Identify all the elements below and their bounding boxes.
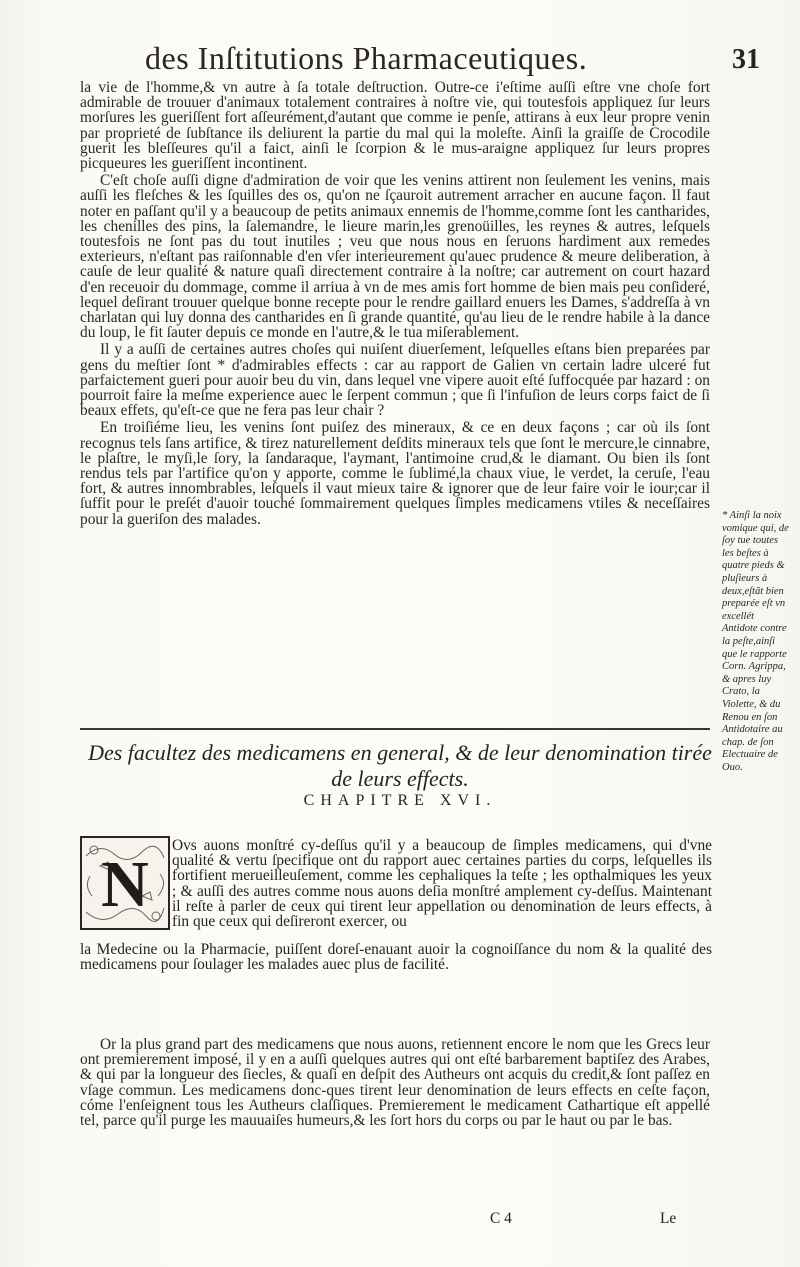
- initial-letter: N: [101, 848, 149, 921]
- catchword: Le: [660, 1210, 677, 1227]
- chapter-opening-text: Ovs auons monſtré cy-deſſus qu'il y a beaucoup de ſimples medicamens, qui d'vne qualité & vertu ſpecifique ont du rapport auec certaines parties du corps, leſquelles ils fortifient merueilleuſement, comme les cephaliques la teſte ; les opthalmiques les yeux ; & auſſi des autres comme nous auons deſia monſtré amplement cy-deſſus. Maintenant il reſte à parler de ceux qui tirent leur appellation ou denomination de leurs effects, à fin que ceux qui deſireront exercer, ou: [172, 837, 712, 931]
- section-title: Des facultez des medicamens en general, & de leur denomination tirée de leurs effects.: [88, 740, 712, 791]
- running-head: des Inſtitutions Pharmaceutiques.: [145, 40, 588, 76]
- paragraph: En troiſiéme lieu, les venins ſont puiſez des mineraux, & ce en deux façons ; car où ils ſont recognus tels ſans artifice, & tirez naturellement deſdits mineraux tels que ſont le mercure,le cinnabre, le plaſtre, le myſi,le ſory, la ſandaraque, l'aymant, l'antimoine crud,& le diamant. Ou bien ils ſont rendus tels par l'artifice qu'on y apporte, comme le ſublimé,la chaux viue, le verdet, la ceruſe, l'eau fort, & autres innombrables, leſquels il vaut mieux taire & ignorer que de leur faire voir le iour;car il ſuffit pour le preſét d'auoir touché ſommairement quelques ſimples medicamens vtiles & neceſſaires pour la gueriſon des malades.: [80, 419, 710, 528]
- decorated-initial-icon: [80, 836, 170, 930]
- section-rule: [80, 728, 710, 730]
- marginal-note: * Ainſi la noix vomique qui, de ſoy tue toutes les beſtes à quatre pieds & pluſieurs à deux,eſtãt bien preparée eſt vn excellét Antidote contre la peſte,ainſi que le rapporte Corn. Agrippa, & apres luy Crato, la Violette, & du Renou en ſon Antidotaire au chap. de ſon Electuaire de Ouo.: [722, 510, 789, 773]
- paragraph: Or la plus grand part des medicamens que nous auons, retiennent encore le nom que les Grecs leur ont premierement imposé, il y en a auſſi quelques autres qui ont eſté barbarement baptiſez des Arabes, & qui par la longueur des ſiecles, & quaſi en deſpit des Autheurs ont acquis du credit,& ſont paſſez en vſage commun. Les medicamens donc-ques tirent leur denomination de leurs effects en ceſte façon, cóme l'enſeignent tous les Autheurs claſſiques. Premierement le medicament Cathartique eſt appellé tel, parce qu'il purge les mauuaiſes humeurs,& les ſort hors du corps ou par le haut ou par le bas.: [80, 1036, 710, 1130]
- body-text-bottom: [80, 1037, 710, 1130]
- paragraph: la vie de l'homme,& vn autre à ſa totale deſtruction. Outre-ce i'eſtime auſſi eſtre vne choſe fort admirable de trouuer d'animaux totalement contraires à noſtre vie, qui toutesfois appliquez ſur leurs morſures les gueriſſent fort aſſeurément,d'autant que comme ie penſe, attirans à eux leur propre venin par proprieté de ſubſtance ils deliurent la partie du mal qui la moleſte. Ainſi la graiſſe de Crocodile guerit les bleſſeures qu'il a faict, ainſi le ſcorpion & le mus-araigne appliquez ſur leurs propres picqueures les gueriſſent incontinent.: [80, 79, 710, 173]
- body-text-top: [80, 80, 710, 529]
- chapter-heading: CHAPITRE XVI.: [303, 792, 497, 809]
- signature-mark: C 4: [490, 1210, 512, 1227]
- page-number: 31: [732, 44, 760, 75]
- paragraph: C'eſt choſe auſſi digne d'admiration de voir que les venins attirent non ſeulement les venins, mais auſſi les fleſches & les ſquilles des os, qu'on ne ſçauroit autrement arracher en aucune façon. Il faut noter en paſſant qu'il y a beaucoup de petits animaux ennemis de l'homme,comme ſont les cantharides, les chenilles des pins, la ſalemandre, le lieure marin,les grenoüilles, les reynes & autres, leſquels toutesfois ne ſont pas du tout inutiles ; veu que nous nous en ſeruons hardiment aux remedes exterieurs, n'eſtant pas raiſonnable d'en vſer interieurement qu'auec prudence & meure deliberation, à cauſe de leur qualité & nature quaſi directement contraire à la noſtre; car autrement on court hazard d'en receuoir du dommage, comme il arriua à vn de mes amis fort homme de bien mais peu conſideré, lequel deſirant trouuer quelque bonne recepte pour le rendre gaillard enuers les Dames, s'addreſſa à vn charlatan qui luy donna des cantharides en ſi grande quantité, qu'au lieu de le rendre habile à la dance du loup, le fit ſauter depuis ce monde en l'autre,& le tua miſerablement.: [80, 172, 710, 342]
- paragraph: Il y a auſſi de certaines autres choſes qui nuiſent diuerſement, leſquelles eſtans bien preparées par gens du meſtier ſont * d'admirables effects : car au rapport de Galien vn certain ladre ulceré fut parfaictement gueri pour auoir beu du vin, dans lequel vne vipere auoit eſté ſuffocquée par hazard : on pourroit faire la meſme experience auec le ſerpent commun ; que ſi l'infuſion de leurs corps faict de ſi beaux effets, qu'eſt-ce que ne fera pas leur chair ?: [80, 341, 710, 420]
- chapter-opening-continued: la Medecine ou la Pharmacie, puiſſent doreſ-enauant auoir la cognoiſſance du nom & la qualité des medicamens pour ſoulager les malades auec plus de facilité.: [80, 941, 712, 974]
